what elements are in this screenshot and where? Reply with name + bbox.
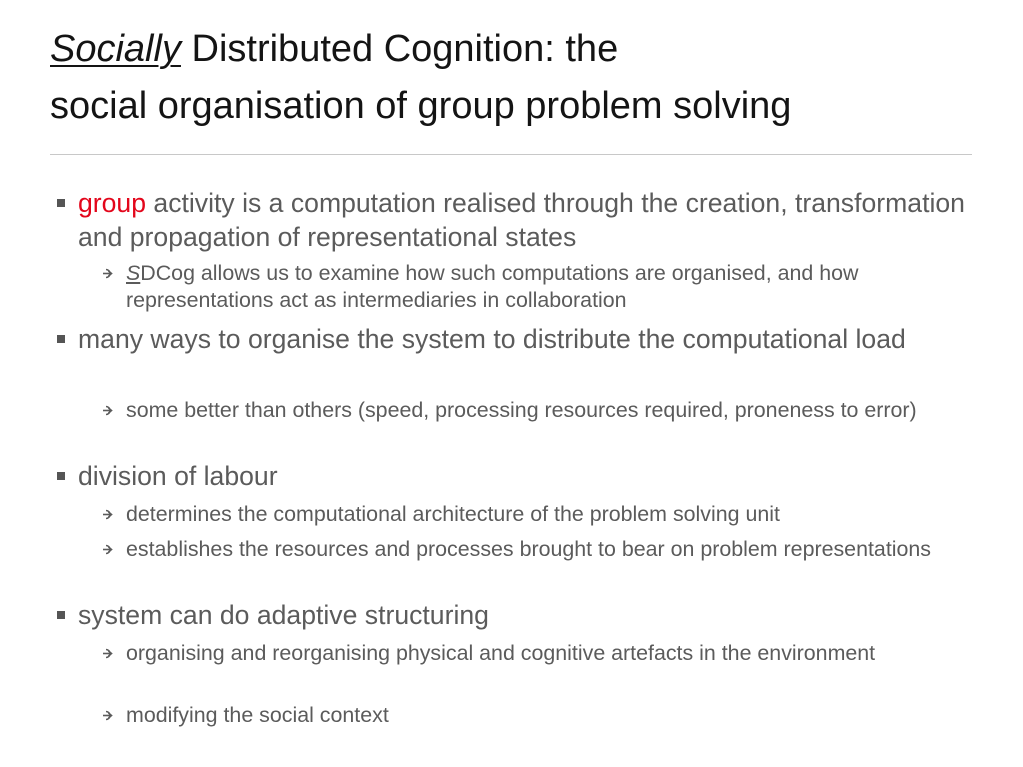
bullet-item — [78, 186, 978, 254]
bullet-text: system can do adaptive structuring — [78, 600, 489, 630]
square-bullet-icon — [57, 611, 65, 619]
bullet-text: activity is a computation realised through the creation, transformation and propagation of representational states — [78, 188, 965, 252]
sub-bullet-item — [126, 397, 978, 424]
title-divider — [50, 154, 972, 155]
sub-bullet-item — [126, 702, 978, 729]
bullet-highlight: group — [78, 188, 147, 218]
title-line2: social organisation of group problem solving — [50, 85, 792, 127]
sub-bullet-item — [126, 640, 978, 667]
sub-bullet-text: DCog allows us to examine how such computations are organised, and how representations act as intermediaries in collaboration — [126, 261, 859, 312]
arrow-bullet-icon — [102, 646, 117, 661]
sub-bullet-prefix: S — [126, 261, 141, 285]
bullet-text: division of labour — [78, 461, 278, 491]
arrow-bullet-icon — [102, 266, 117, 281]
sub-bullet-text: modifying the social context — [126, 703, 389, 727]
sub-bullet-text: organising and reorganising physical and cognitive artefacts in the environment — [126, 641, 876, 665]
sub-bullet-item — [126, 501, 978, 528]
square-bullet-icon — [57, 199, 65, 207]
sub-bullet-text: determines the computational architecture of the problem solving unit — [126, 502, 780, 526]
square-bullet-icon — [57, 335, 65, 343]
arrow-bullet-icon — [102, 708, 117, 723]
arrow-bullet-icon — [102, 403, 117, 418]
slide-title — [50, 21, 1000, 135]
sub-bullet-item — [126, 536, 978, 563]
title-emphasis: Socially — [50, 28, 181, 70]
arrow-bullet-icon — [102, 507, 117, 522]
title-line1: Distributed Cognition: the — [191, 28, 619, 70]
bullet-item — [78, 459, 978, 493]
sub-bullet-text: some better than others (speed, processing resources required, proneness to error) — [126, 398, 917, 422]
square-bullet-icon — [57, 472, 65, 480]
bullet-text: many ways to organise the system to distribute the computational load — [78, 324, 906, 354]
sub-bullet-text: establishes the resources and processes brought to bear on problem representations — [126, 537, 932, 561]
arrow-bullet-icon — [102, 542, 117, 557]
bullet-item — [78, 598, 978, 632]
bullet-item — [78, 322, 978, 356]
sub-bullet-item — [126, 260, 978, 314]
